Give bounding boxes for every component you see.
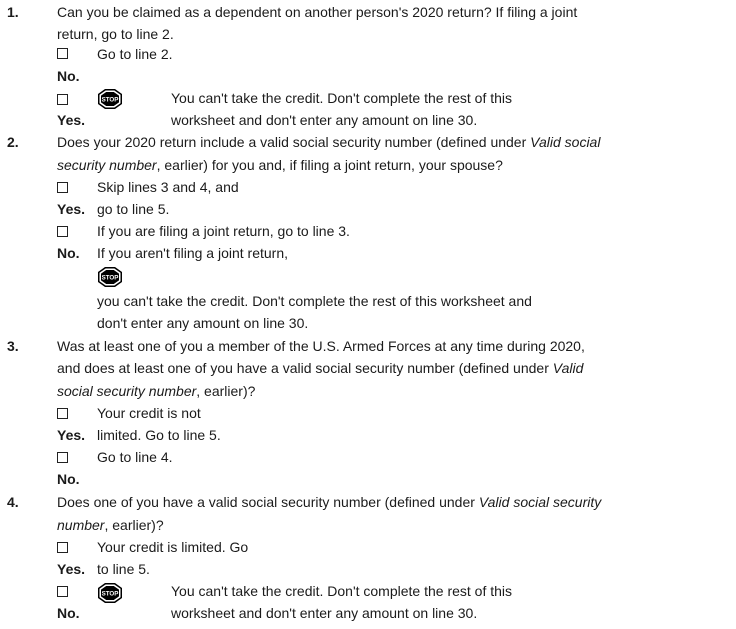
answer-text: If you are filing a joint return, go to line 3.	[97, 223, 350, 239]
answer-text: Skip lines 3 and 4, and	[97, 179, 239, 195]
yes-label: Yes.	[57, 201, 86, 217]
yes-checkbox[interactable]	[57, 94, 68, 105]
no-checkbox[interactable]	[57, 586, 68, 597]
yes-checkbox[interactable]	[57, 408, 68, 419]
no-label: No.	[57, 605, 80, 621]
answer-text: don't enter any amount on line 30.	[97, 315, 309, 331]
answer-text: Go to line 2.	[97, 46, 173, 62]
answer-text: limited. Go to line 5.	[97, 427, 221, 443]
question-text-line: return, go to line 2.	[57, 26, 174, 42]
question-number: 3.	[7, 338, 19, 354]
answer-text: go to line 5.	[97, 201, 170, 217]
question-text-line: Can you be claimed as a dependent on another person's 2020 return? If filing a joint	[57, 4, 578, 20]
answer-text: Your credit is limited. Go	[97, 539, 249, 555]
yes-label: Yes.	[57, 427, 86, 443]
question-text-line: Does your 2020 return include a valid social security number (defined under Valid social	[57, 134, 601, 150]
question-number: 1.	[7, 4, 19, 20]
yes-checkbox[interactable]	[57, 542, 68, 553]
answer-text: you can't take the credit. Don't complete the rest of this worksheet and	[97, 293, 532, 309]
answer-text: worksheet and don't enter any amount on line 30.	[171, 605, 478, 621]
question-number: 2.	[7, 134, 19, 150]
yes-checkbox[interactable]	[57, 182, 68, 193]
answer-text: Go to line 4.	[97, 449, 173, 465]
no-checkbox[interactable]	[57, 48, 68, 59]
question-text-line: security number, earlier) for you and, if filing a joint return, your spouse?	[57, 157, 503, 173]
answer-text: You can't take the credit. Don't complete the rest of this	[171, 583, 513, 599]
answer-text: You can't take the credit. Don't complete the rest of this	[171, 90, 513, 106]
no-checkbox[interactable]	[57, 452, 68, 463]
stop-sign-icon	[97, 582, 123, 604]
stop-sign-icon	[97, 88, 123, 110]
question-text-line: Was at least one of you a member of the U.S. Armed Forces at any time during 2020,	[57, 338, 585, 354]
no-label: No.	[57, 471, 80, 487]
question-text-line: social security number, earlier)?	[57, 383, 256, 399]
answer-text: If you aren't filing a joint return,	[97, 245, 288, 261]
answer-text: to line 5.	[97, 561, 150, 577]
svg-text:STOP: STOP	[101, 274, 119, 282]
question-number: 4.	[7, 494, 19, 510]
question-text-line: number, earlier)?	[57, 517, 164, 533]
no-label: No.	[57, 68, 80, 84]
answer-text: worksheet and don't enter any amount on line 30.	[171, 112, 478, 128]
yes-label: Yes.	[57, 561, 86, 577]
yes-label: Yes.	[57, 112, 86, 128]
svg-text:STOP: STOP	[101, 96, 119, 104]
svg-text:STOP: STOP	[101, 590, 119, 598]
question-text-line: and does at least one of you have a valid social security number (defined under Valid	[57, 360, 584, 376]
answer-text: Your credit is not	[97, 405, 201, 421]
question-text-line: Does one of you have a valid social security number (defined under Valid social security	[57, 494, 602, 510]
no-label: No.	[57, 245, 80, 261]
stop-sign-icon	[97, 266, 123, 288]
no-checkbox[interactable]	[57, 226, 68, 237]
